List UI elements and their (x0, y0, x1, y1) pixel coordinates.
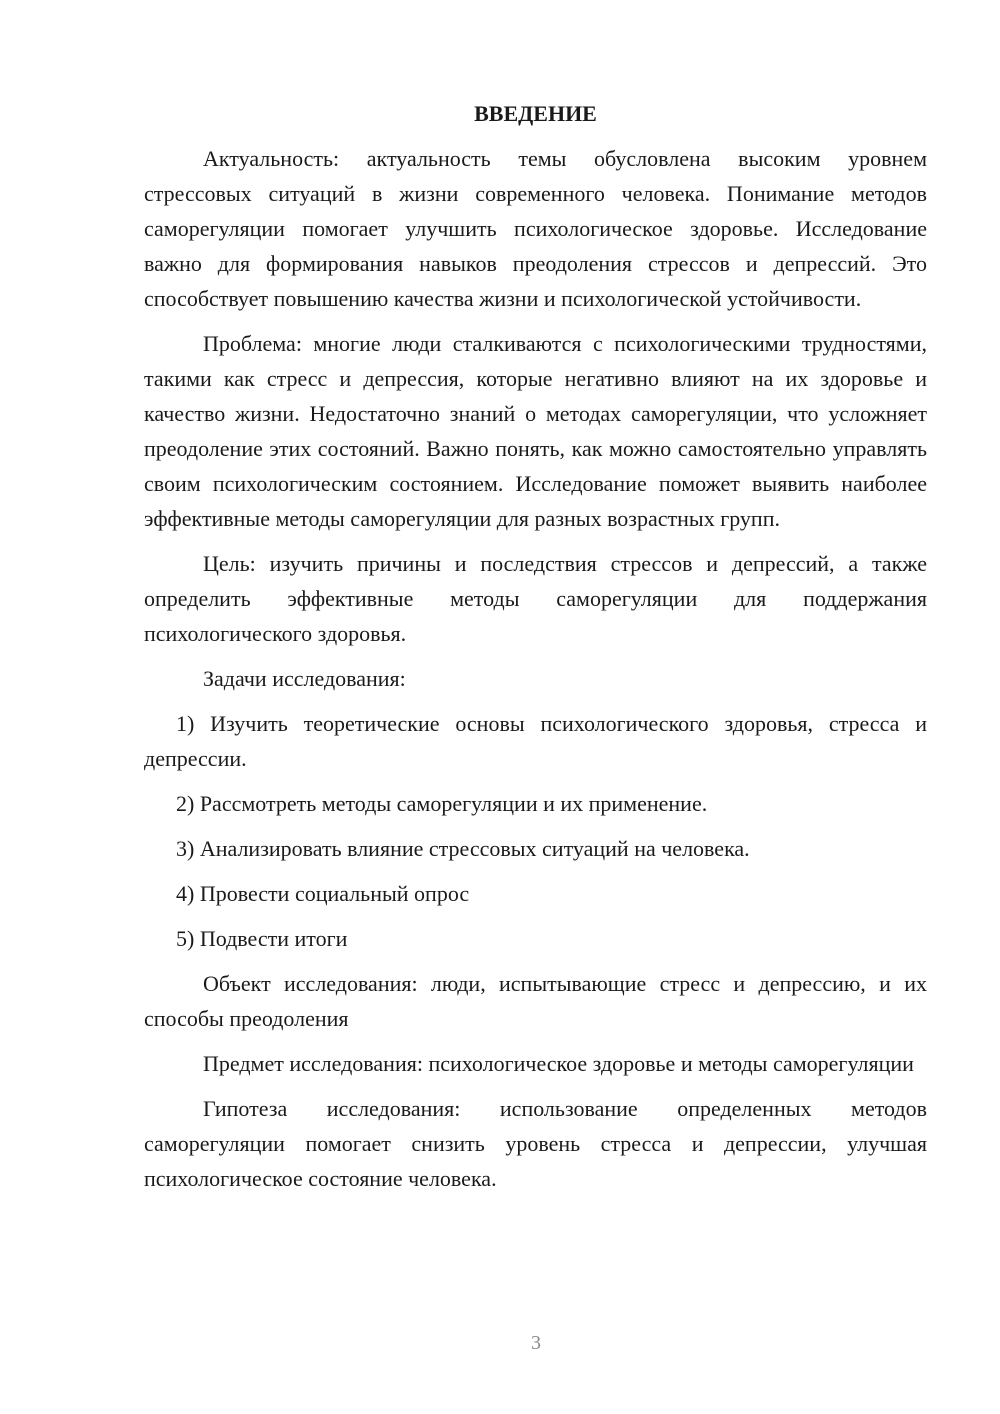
paragraph-goal: Цель: изучить причины и последствия стрессов и депрессий, а также определить эффективные методы саморегуляции для поддержания психологического здоровья. (144, 551, 927, 646)
page-content (144, 96, 927, 1196)
task-item-3: 3) Анализировать влияние стрессовых ситуаций на человека. (176, 836, 750, 861)
paragraph-subject: Предмет исследования: психологическое здоровье и методы саморегуляции (203, 1051, 914, 1076)
task-item-4: 4) Провести социальный опрос (176, 881, 470, 906)
task-item-2: 2) Рассмотреть методы саморегуляции и их применение. (176, 791, 708, 816)
task-item-1: 1) Изучить теоретические основы психологического здоровья, стресса и депрессии. (144, 711, 927, 771)
paragraph-problem: Проблема: многие люди сталкиваются с психологическими трудностями, такими как стресс и депрессия, которые негативно влияют на их здоровье и качество жизни. Недостаточно знаний о методах саморегуляции, что усложняет преодоление этих состояний. Важно понять, как можно самостоятельно управлять своим психологическим состоянием. Исследование поможет выявить наиболее эффективные методы саморегуляции для разных возрастных групп. (144, 331, 927, 531)
paragraph-hypothesis: Гипотеза исследования: использование определенных методов саморегуляции помогает снизить уровень стресса и депрессии, улучшая психологическое состояние человека. (144, 1096, 927, 1191)
tasks-heading: Задачи исследования: (203, 666, 406, 691)
paragraph-relevance: Актуальность: актуальность темы обусловлена высоким уровнем стрессовых ситуаций в жизни современного человека. Понимание методов саморегуляции помогает улучшить психологическое здоровье. Исследование важно для формирования навыков преодоления стрессов и депрессий. Это способствует повышению качества жизни и психологической устойчивости. (144, 146, 927, 311)
paragraph-object: Объект исследования: люди, испытывающие стресс и депрессию, и их способы преодоления (144, 971, 927, 1031)
task-item-5: 5) Подвести итоги (176, 926, 348, 951)
section-title: ВВЕДЕНИЕ (474, 101, 597, 126)
page-number: 3 (531, 1332, 541, 1354)
